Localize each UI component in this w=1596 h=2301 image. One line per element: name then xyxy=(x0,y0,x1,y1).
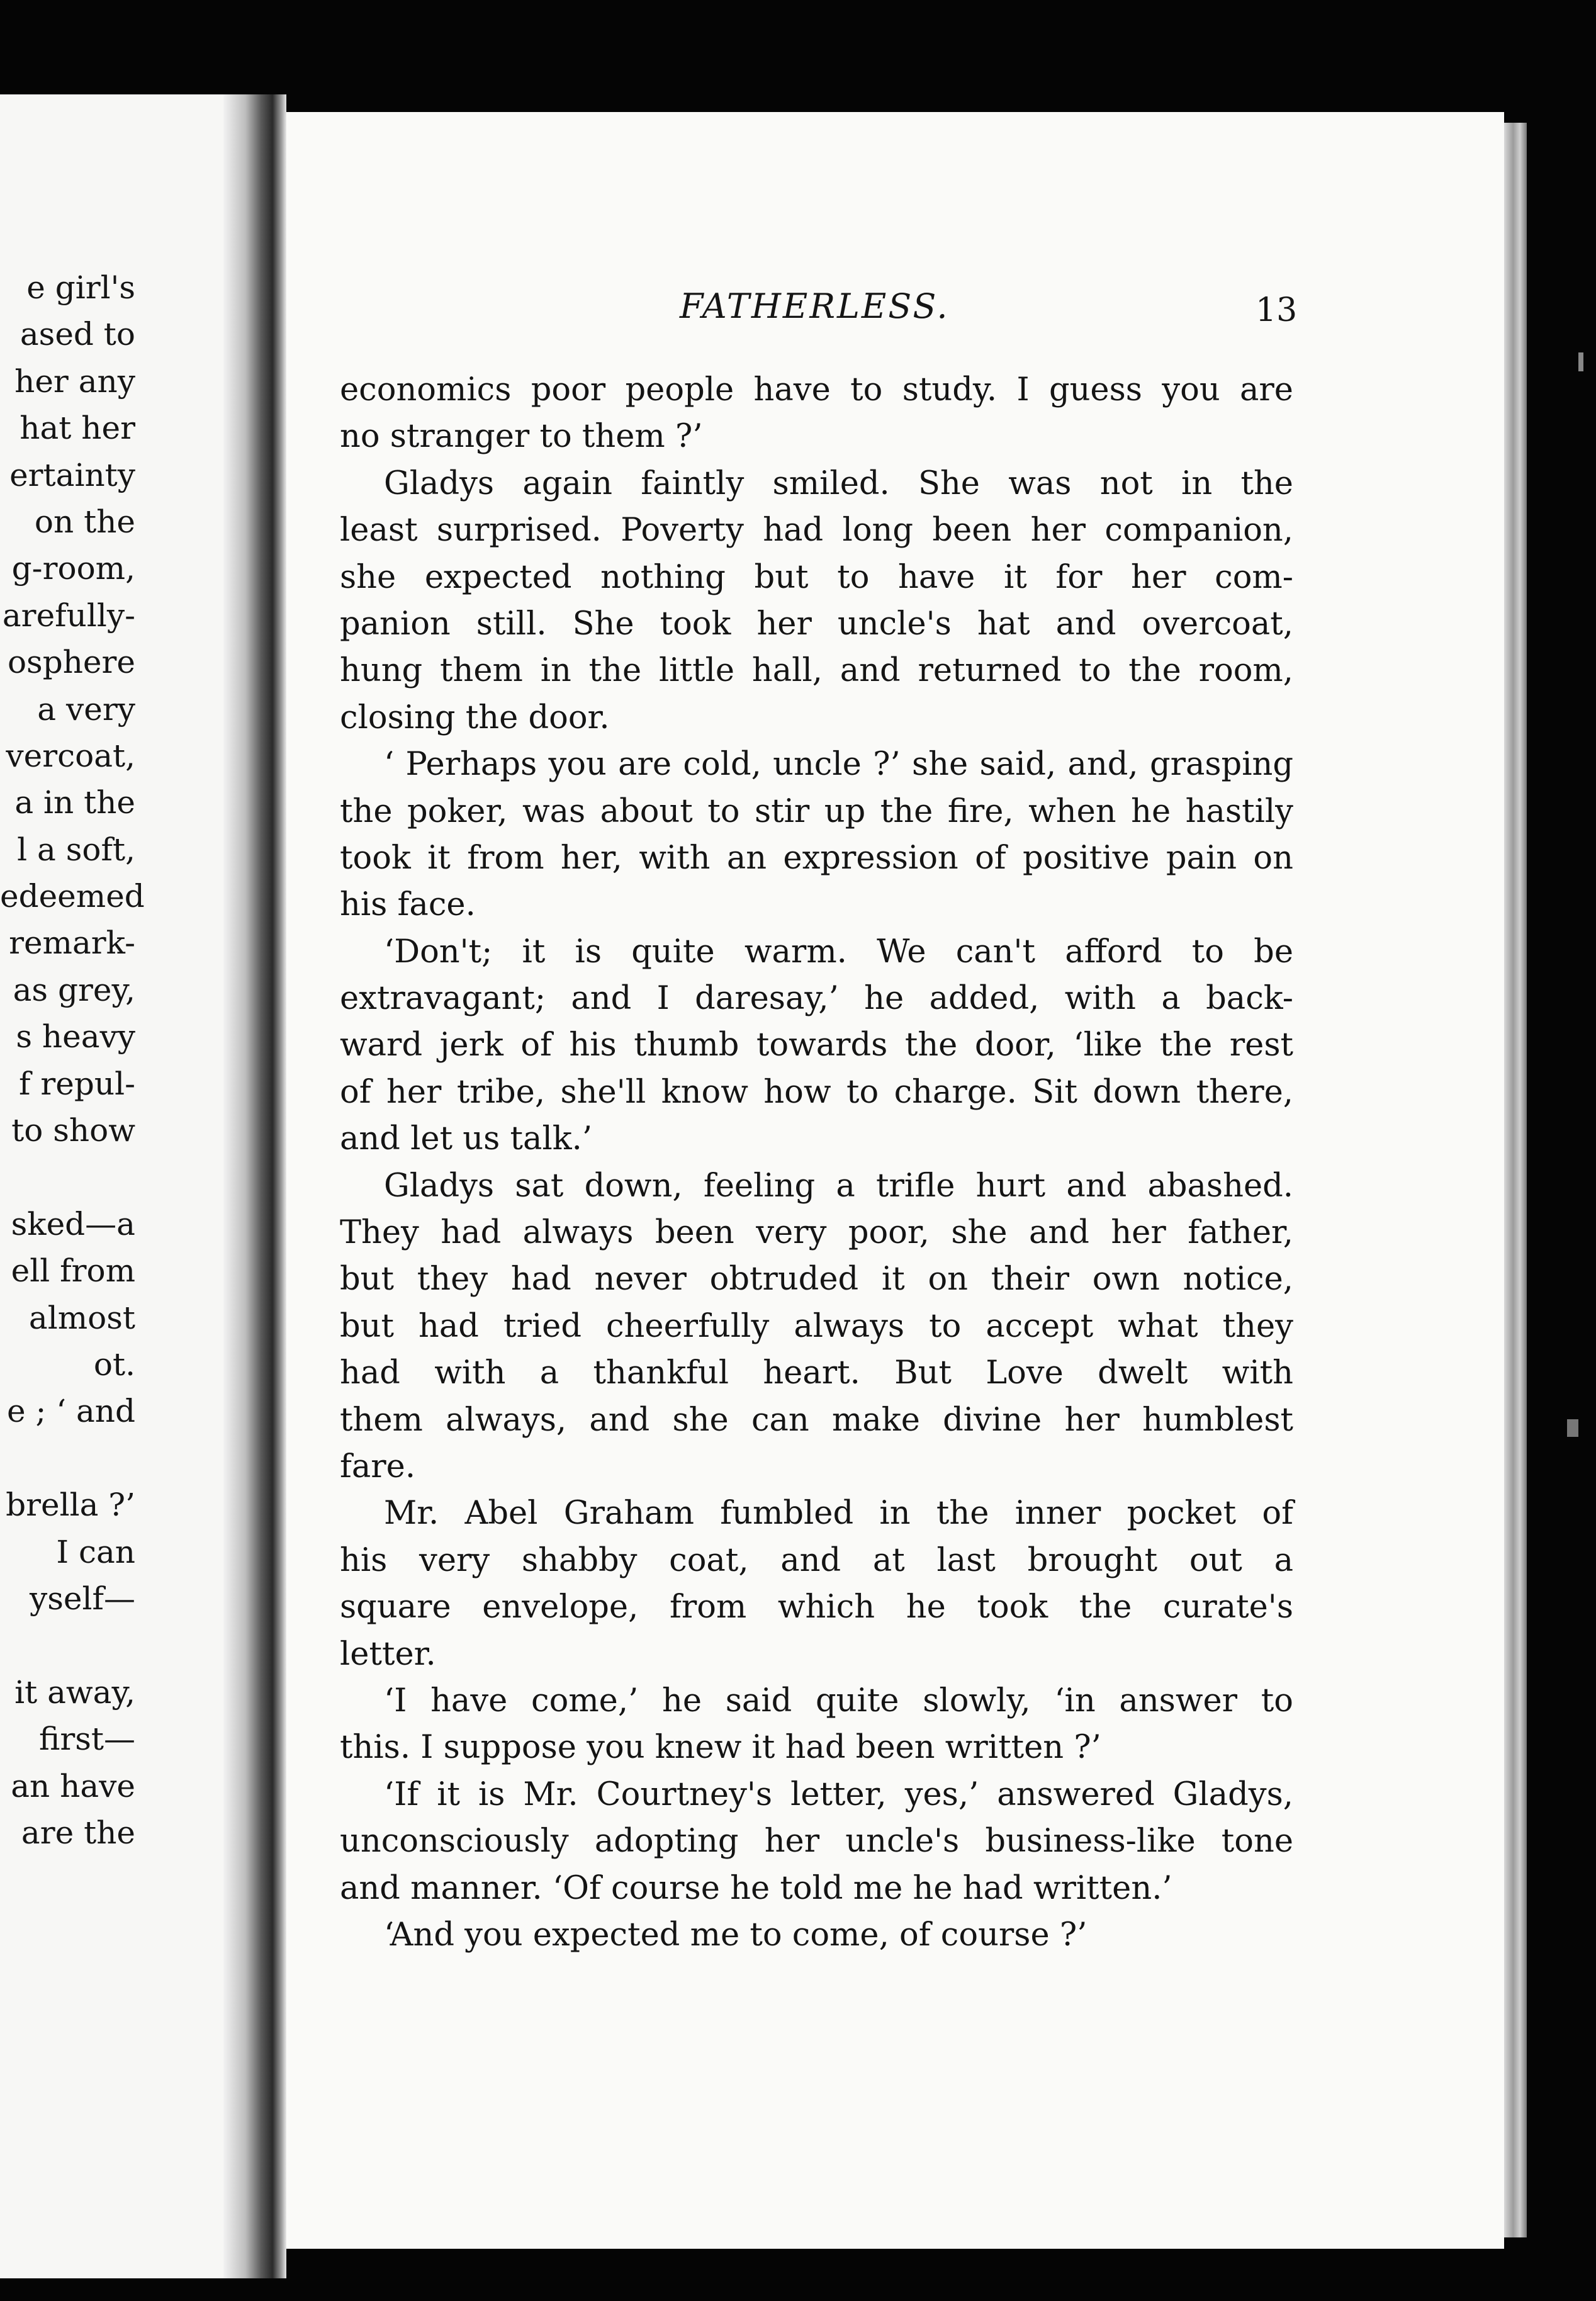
book-gutter xyxy=(223,94,286,2278)
text-line: least surprised. Poverty had long been her companion, xyxy=(340,512,1293,549)
left-page-line xyxy=(0,1622,135,1668)
text-line: letter. xyxy=(340,1635,436,1673)
left-page-line: almost xyxy=(28,1299,135,1336)
left-page-line: her any xyxy=(14,363,135,400)
text-line: ‘ Perhaps you are cold, uncle ?’ she said, and, grasping xyxy=(384,746,1293,784)
left-page-line: e ; ‘ and xyxy=(6,1393,135,1430)
text-line: she expected nothing but to have it for her com- xyxy=(340,558,1293,596)
text-line: extravagant; and I daresay,’ he added, with a back- xyxy=(340,980,1293,1018)
left-page-line: hat her xyxy=(20,410,135,447)
left-page-line xyxy=(0,1435,135,1482)
scan-speck xyxy=(1567,1419,1578,1437)
text-line: the poker, was about to stir up the fire, when he hastily xyxy=(340,792,1293,830)
left-page-line: f repul- xyxy=(19,1065,135,1102)
text-line: his very shabby coat, and at last brought out a xyxy=(340,1541,1293,1579)
left-page-line: ased to xyxy=(20,316,135,353)
text-line: and let us talk.’ xyxy=(340,1120,593,1158)
text-line: ‘I have come,’ he said quite slowly, ‘in answer to xyxy=(384,1682,1293,1719)
text-line: this. I suppose you knew it had been written ?’ xyxy=(340,1729,1101,1767)
left-page-line: osphere xyxy=(7,644,135,681)
left-page-line: an have xyxy=(11,1767,135,1804)
text-line: economics poor people have to study. I guess you are xyxy=(340,371,1293,408)
left-page-line: yself— xyxy=(30,1580,135,1617)
left-page-line: arefully- xyxy=(2,597,135,634)
left-page-line: as grey, xyxy=(13,971,135,1008)
left-page-line: remark- xyxy=(9,925,135,962)
left-page-line: ot. xyxy=(93,1346,135,1383)
left-page-line: are the xyxy=(21,1814,135,1851)
text-line: but they had never obtruded it on their own notice, xyxy=(340,1261,1293,1298)
text-line: ‘If it is Mr. Courtney's letter, yes,’ answered Gladys, xyxy=(384,1775,1293,1813)
left-page-line: e girl's xyxy=(26,269,135,306)
text-line: ‘Don't; it is quite warm. We can't afford to be xyxy=(384,933,1293,970)
left-page-line: on the xyxy=(34,503,135,540)
left-page-text xyxy=(0,264,145,1856)
left-page-line: to show xyxy=(11,1112,135,1149)
body-text xyxy=(340,367,1293,1959)
text-line: ‘And you expected me to come, of course ?’ xyxy=(384,1916,1087,1954)
running-head: FATHERLESS. xyxy=(680,286,950,326)
text-line: Gladys again faintly smiled. She was not in the xyxy=(384,464,1293,502)
left-page-line: it away, xyxy=(14,1674,135,1711)
left-page-line: s heavy xyxy=(16,1018,135,1055)
text-line: hung them in the little hall, and returned to the room, xyxy=(340,652,1293,690)
text-line: Mr. Abel Graham fumbled in the inner pocket of xyxy=(384,1495,1293,1533)
text-line: his face. xyxy=(340,886,476,924)
text-line: square envelope, from which he took the curate's xyxy=(340,1589,1293,1626)
text-line: closing the door. xyxy=(340,699,610,736)
left-page-line: sked—a xyxy=(11,1205,135,1242)
text-line: them always, and she can make divine her humblest xyxy=(340,1401,1293,1439)
text-line: They had always been very poor, she and her father, xyxy=(340,1214,1293,1252)
text-line: Gladys sat down, feeling a trifle hurt and abashed. xyxy=(384,1167,1293,1205)
text-line: fare. xyxy=(340,1448,416,1485)
text-line: had with a thankful heart. But Love dwelt with xyxy=(340,1354,1293,1392)
left-page-line: first— xyxy=(38,1721,135,1758)
text-line: but had tried cheerfully always to accept what they xyxy=(340,1307,1293,1345)
left-page-line: g-room, xyxy=(11,550,135,587)
page-edge xyxy=(1504,123,1527,2237)
text-line: ward jerk of his thumb towards the door, ‘like the rest xyxy=(340,1027,1293,1064)
left-page-line xyxy=(0,1154,135,1200)
scan-speck xyxy=(1578,352,1583,371)
page-number: 13 xyxy=(1256,291,1298,329)
left-page-line: l a soft, xyxy=(17,831,135,868)
text-line: unconsciously adopting her uncle's business-like tone xyxy=(340,1823,1293,1860)
text-line: of her tribe, she'll know how to charge. Sit down there, xyxy=(340,1073,1293,1111)
text-line: panion still. She took her uncle's hat and overcoat, xyxy=(340,605,1293,643)
text-line: no stranger to them ?’ xyxy=(340,418,703,456)
left-page-line: vercoat, xyxy=(6,737,135,774)
left-page-line: ertainty xyxy=(9,456,135,493)
text-line: and manner. ‘Of course he told me he had written.’ xyxy=(340,1869,1172,1907)
left-page-line: edeemed xyxy=(0,878,145,915)
left-page-line: ell from xyxy=(11,1252,135,1290)
left-page-line: I can xyxy=(56,1533,135,1570)
text-line: took it from her, with an expression of positive pain on xyxy=(340,839,1293,877)
left-page-line: a in the xyxy=(14,784,135,821)
left-page-line: a very xyxy=(37,690,135,728)
left-page-line: brella ?’ xyxy=(6,1487,135,1524)
